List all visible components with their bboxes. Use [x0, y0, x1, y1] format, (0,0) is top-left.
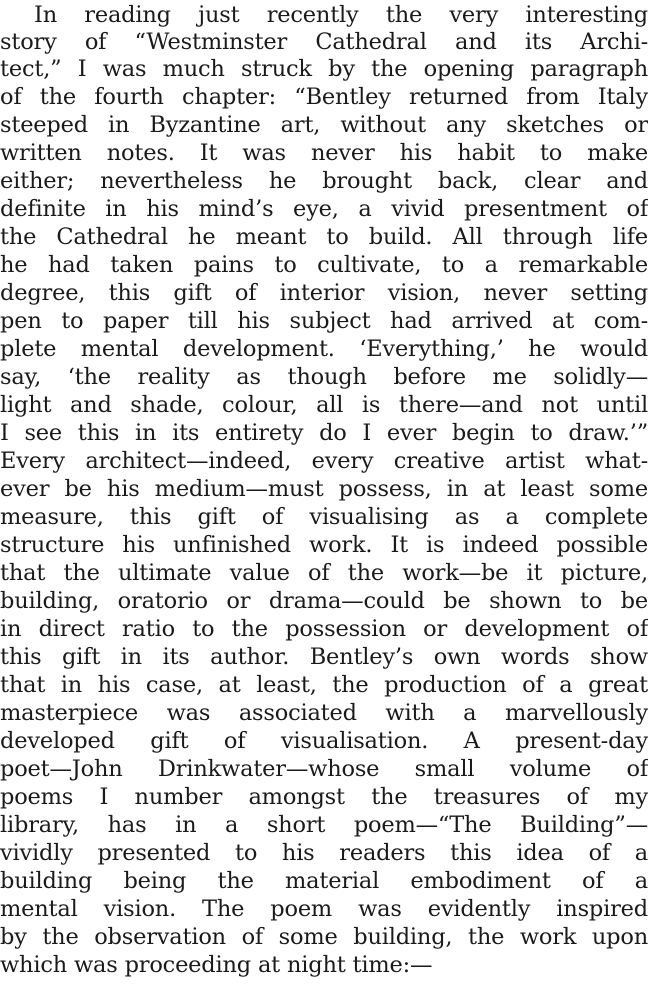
- text-line-12: pen to paper till his subject had arrived at com-: [0, 308, 648, 334]
- text-line-21: that the ultimate value of the work—be it picture,: [0, 560, 648, 586]
- text-line-29: poems I number amongst the treasures of my: [0, 784, 648, 810]
- text-line-5: steeped in Byzantine art, without any sketches or: [0, 112, 648, 138]
- text-line-17: Every architect—indeed, every creative artist what-: [0, 448, 648, 474]
- text-line-25: that in his case, at least, the production of a great: [0, 672, 648, 698]
- text-line-26: masterpiece was associated with a marvellously: [0, 700, 648, 726]
- text-line-14: say, ‘the reality as though before me solidly—: [0, 364, 648, 390]
- text-line-8: definite in his mind’s eye, a vivid presentment of: [0, 196, 648, 222]
- text-line-32: building being the material embodiment of a: [0, 868, 648, 894]
- text-line-6: written notes. It was never his habit to make: [0, 140, 648, 166]
- text-line-28: poet—John Drinkwater—whose small volume of: [0, 756, 648, 782]
- text-line-20: structure his unfinished work. It is indeed possible: [0, 532, 648, 558]
- text-line-30: library, has in a short poem—“The Building”—: [0, 812, 648, 838]
- text-line-11: degree, this gift of interior vision, never setting: [0, 280, 648, 306]
- text-line-7: either; nevertheless he brought back, clear and: [0, 168, 648, 194]
- text-line-33: mental vision. The poem was evidently inspired: [0, 896, 648, 922]
- text-line-19: measure, this gift of visualising as a complete: [0, 504, 648, 530]
- text-line-3: tect,” I was much struck by the opening paragraph: [0, 56, 648, 82]
- text-line-16: I see this in its entirety do I ever begin to draw.’”: [0, 420, 648, 446]
- text-line-13: plete mental development. ‘Everything,’ he would: [0, 336, 648, 362]
- text-line-15: light and shade, colour, all is there—and not until: [0, 392, 648, 418]
- text-line-10: he had taken pains to cultivate, to a remarkable: [0, 252, 648, 278]
- text-line-1: In reading just recently the very interesting: [34, 2, 648, 28]
- text-line-34: by the observation of some building, the work upon: [0, 924, 648, 950]
- text-line-27: developed gift of visualisation. A present-day: [0, 728, 648, 754]
- text-line-23: in direct ratio to the possession or development of: [0, 616, 648, 642]
- text-line-18: ever be his medium—must possess, in at least some: [0, 476, 648, 502]
- text-line-22: building, oratorio or drama—could be shown to be: [0, 588, 648, 614]
- text-line-9: the Cathedral he meant to build. All through life: [0, 224, 648, 250]
- text-line-31: vividly presented to his readers this idea of a: [0, 840, 648, 866]
- text-line-35: which was proceeding at night time:—: [0, 952, 433, 978]
- text-line-2: story of “Westminster Cathedral and its Archi-: [0, 29, 648, 55]
- text-line-24: this gift in its author. Bentley’s own words show: [0, 644, 648, 670]
- text-line-4: of the fourth chapter: “Bentley returned from Italy: [0, 84, 648, 110]
